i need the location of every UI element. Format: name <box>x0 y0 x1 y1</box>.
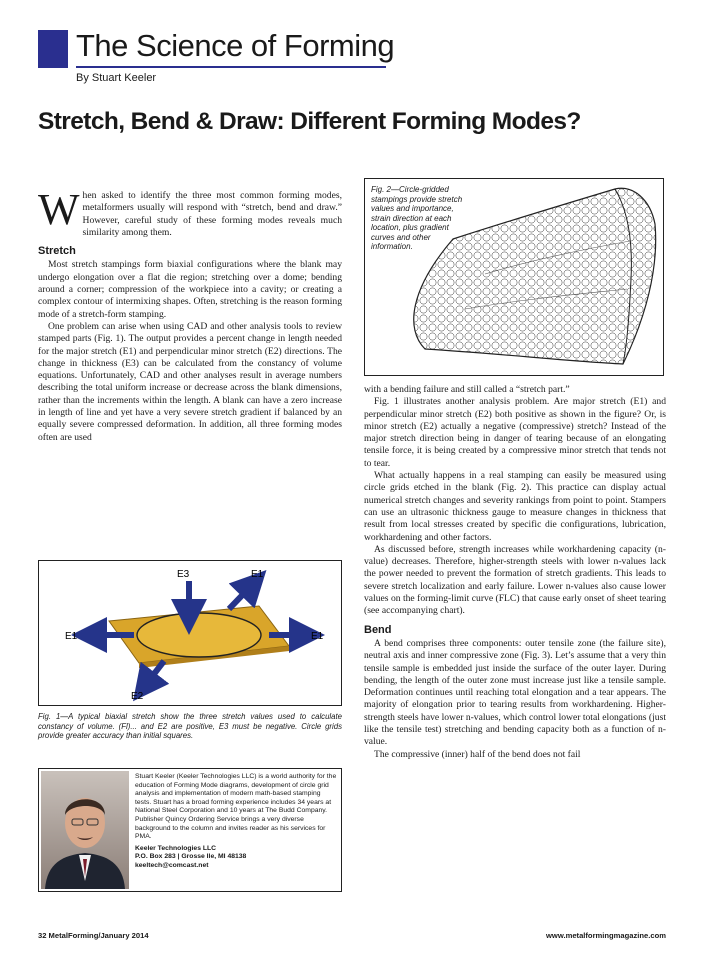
bio-company: Keeler Technologies LLC <box>135 844 217 852</box>
label-e1-right: E1 <box>311 631 324 642</box>
stretch-heading: Stretch <box>38 245 76 258</box>
figure-1-biaxial-stretch <box>38 560 342 706</box>
col2-paragraph-3: What actually happens in a real stamping can easily be measured using circle grids etched in the blank (Fig. 2). This practice can display actual numerical stretch changes and severity rankings from point to point. Stampers can use an ultrasonic thickness gauge to measure changes in thickness that result from local stresses created by specific die configurations, lubrication, workhardening and other factors. <box>364 470 666 543</box>
col2-paragraph-4: As discussed before, strength increases while workhardening capacity (n-value) decreases. Therefore, higher-strength steels with lower n-values lack the power needed to prevent the formation of stretch gradients. This leads to severe stretch localization and early failure. Lower n-values also cause lower values on the forming-limit curve (FLC) that cause early onset of sheet tearing (see accompanying chart). <box>364 543 666 617</box>
byline: By Stuart Keeler <box>76 72 157 84</box>
footer-page-info: 32 MetalForming/January 2014 <box>38 931 149 940</box>
section-title: The Science of Forming <box>76 28 395 63</box>
footer-website[interactable]: www.metalformingmagazine.com <box>546 931 666 940</box>
biaxial-stretch-diagram <box>39 561 340 704</box>
label-e2: E2 <box>131 691 144 702</box>
author-photo <box>41 771 129 889</box>
section-rule <box>76 66 386 68</box>
section-color-block <box>38 30 68 68</box>
bio-email[interactable]: keeltech@comcast.net <box>135 861 209 869</box>
label-e3: E3 <box>177 569 190 580</box>
right-column <box>364 384 666 924</box>
bend-heading: Bend <box>364 623 392 636</box>
label-e1-top: E1 <box>251 569 264 580</box>
figure-1-caption: Fig. 1—A typical biaxial stretch show the three stretch values used to calculate constancy of volume. (Fl)... and E2 are positive, E3 must be negative. Circle grids provide greater accuracy than initial squares. <box>38 712 342 741</box>
author-bio-text: Stuart Keeler (Keeler Technologies LLC) is a world authority for the education of Forming Mode diagrams, development of circle grid analysis and implementation of modern math-based stamping tests. Stuart has a broad forming experience includes 34 years at National Steel Corporation and 10 years at The Budd Company. Publisher Quincy Ordering Service brings a very diverse background to the column and invites reader as his services for PMA. Keeler Technologies LLC P.O. Box 283 | Grosse Ile, MI 48138 keeltech@comcast.net <box>135 773 337 869</box>
bio-address: P.O. Box 283 | Grosse Ile, MI 48138 <box>135 853 247 861</box>
drop-cap: W <box>38 185 80 234</box>
figure-2-circle-grid <box>364 178 664 376</box>
article-headline: Stretch, Bend & Draw: Different Forming Modes? <box>38 108 581 135</box>
arrow-e1-up <box>229 583 254 609</box>
figure-2-caption: Fig. 2—Circle-gridded stampings provide stretch values and importance, strain direction at each location, plus gradient curves and other information. <box>371 185 463 251</box>
stretch-paragraph-2: One problem can arise when using CAD and other analysis tools to review stamped parts (Fig. 1). The output provides a percent change in length needed for the major stretch (E1) and perpendicular minor stretch (E2) directions. The change in thickness (E3) can be calculated from the constancy of volume equations. Unfortunately, CAD and other analyses result in average numbers describing the total uniform increase or decrease across the blank dimensions, rather than the increments within the length. A blank can have a zero increase in length of line and yet have a very severe stretch gradient if balanced by an equally severe compressed deformation. In addition, all three forming modes often are used <box>38 320 342 443</box>
col2-paragraph-2: Fig. 1 illustrates another analysis problem. Are major stretch (E1) and perpendicular minor stretch (E2) both positive as shown in the figure? Or, is minor stretch (E2) actually a negative (compressive) stretch? Instead of the major stretch direction being in danger of tearing because of an elongating tensile force, it is being created by a compressive minor stretch that tends not to tear. <box>364 396 666 469</box>
stretch-paragraph-1: Most stretch stampings form biaxial configurations where the blank may undergo elongation over a flat die region; stretching over a dome; bending around a corner; compression of the workpiece into a cavity; or creating a complex contour of intermixing shapes. Often, stretching is the reason forming mode of a stretch-form stamping. <box>38 259 342 320</box>
intro-paragraph: When asked to identify the three most common forming modes, metalformers usually will respond with “stretch, bend and draw.” However, careful study of these forming modes reveals much similarity among them. <box>38 185 342 238</box>
label-e1-left: E1 <box>65 631 78 642</box>
col2-paragraph-5: A bend comprises three components: outer tensile zone (the failure site), neutral axis and inner compressive zone (Fig. 3). Let’s assume that a very thin tensile sample is embedded just inside the surface of the outer layer. During bending, the length of the outer zone must increase just like a tensile sample. Deformation continues until reaching total elongation and a tear appears. The majority of elongation prior to tearing results from workhardening. Higher-strength steels have lower n-values, which control lower total elongations (just like the tensile test) stretching and bending capacity both as a function of n-value. <box>364 637 666 748</box>
col2-paragraph-1: with a bending failure and still called a “stretch part.” <box>364 384 570 395</box>
left-column <box>38 185 342 552</box>
author-bio-box <box>38 768 342 892</box>
col2-paragraph-6: The compressive (inner) half of the bend does not fail <box>374 748 581 760</box>
